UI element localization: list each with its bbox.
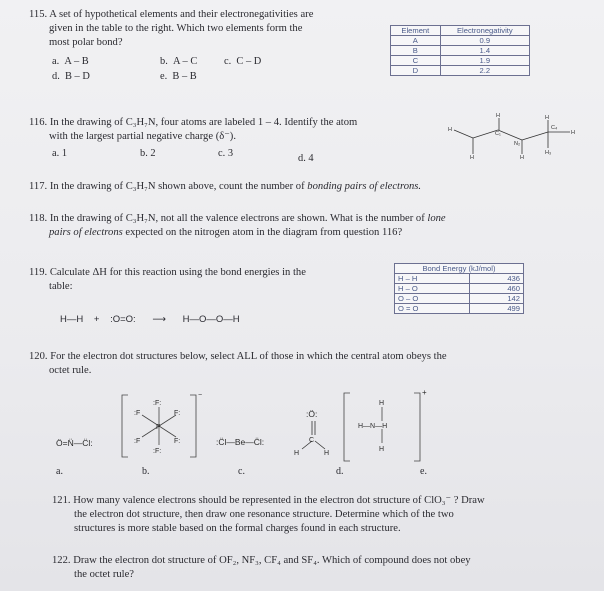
question-118 — [29, 212, 599, 240]
option-d[interactable] — [52, 71, 90, 82]
table-cell: C — [391, 56, 441, 66]
table-row — [391, 66, 530, 76]
table-cell: O = O — [395, 304, 470, 314]
dot-structures — [50, 385, 470, 475]
svg-text:H: H — [324, 450, 330, 457]
svg-text::F: :F — [134, 438, 141, 445]
option-label: c. — [224, 56, 232, 67]
table-cell: 0.9 — [440, 36, 529, 46]
svg-text:+: + — [422, 388, 427, 397]
question-number: 117. — [29, 181, 48, 192]
option-text: B – D — [65, 71, 90, 82]
svg-text:H: H — [470, 155, 474, 161]
question-emphasis: pairs of electrons — [49, 227, 123, 239]
table-row — [395, 294, 524, 304]
question-text-line: A set of hypothetical elements and their electronegativities are — [49, 9, 314, 20]
question-115 — [29, 8, 381, 51]
table-row — [395, 284, 524, 294]
table-row — [391, 46, 530, 56]
option-label: b. — [140, 148, 148, 159]
question-text: In the drawing of C₃H₇N, not all the valence electrons are shown. What is the number of — [49, 213, 425, 224]
question-text-line: Calculate ΔH for this reaction using the bond energies in the — [49, 267, 306, 278]
option-text: B – B — [172, 71, 197, 82]
product-h2o2: H—O—O—H — [182, 314, 240, 325]
question-text-line: given in the table to the right. Which two elements form the — [49, 23, 303, 35]
svg-text:N₂: N₂ — [514, 141, 521, 147]
reaction-equation — [60, 314, 240, 325]
option-a[interactable] — [52, 56, 89, 67]
question-number: 118. — [29, 213, 48, 224]
question-text-line: the octet rule? — [74, 569, 134, 581]
svg-text:H—N—H: H—N—H — [358, 423, 388, 430]
option-text: A – B — [64, 56, 89, 67]
table-cell: B — [391, 46, 441, 56]
table-row — [391, 36, 530, 46]
svg-text::F:: :F: — [153, 400, 162, 407]
question-number: 119. — [29, 267, 48, 278]
option-text: A – C — [173, 56, 198, 67]
option-label: a. — [52, 56, 60, 67]
svg-text::F: :F — [134, 410, 141, 417]
option-label: c. — [218, 148, 226, 159]
question-120 — [29, 350, 599, 378]
question-number: 115. — [29, 9, 48, 20]
option-label: d. — [298, 153, 306, 164]
question-119 — [29, 266, 389, 294]
option-d[interactable] — [298, 153, 314, 164]
svg-text:H: H — [520, 155, 524, 161]
electronegativity-table — [390, 25, 530, 76]
structure-label-c: c. — [238, 466, 245, 477]
table-row — [391, 56, 530, 66]
option-b[interactable] — [160, 56, 197, 67]
table-row — [395, 304, 524, 314]
svg-text:F:: F: — [174, 410, 181, 417]
question-text-line: How many valence electrons should be represented in the electron dot structure of ClO₃⁻ ? Draw — [73, 495, 485, 506]
question-text-line: with the largest partial negative charge (δ⁻). — [49, 131, 236, 143]
question-text: expected on the nitrogen atom in the diagram from question 116? — [125, 227, 403, 239]
svg-text:H: H — [448, 127, 452, 133]
svg-text:H: H — [571, 130, 575, 136]
question-text-line: the electron dot structure, then draw one resonance structure. Determine which of the two — [74, 509, 454, 521]
bond-energy-table — [394, 263, 524, 314]
option-text: 2 — [150, 148, 156, 159]
question-text-line: Draw the electron dot structure of OF₂, NF₃, CF₄ and SF₄. Which of compound does not obey — [73, 555, 471, 566]
question-text-line: For the electron dot structures below, select ALL of those in which the central atom obeys the — [50, 351, 447, 362]
option-text: 4 — [308, 153, 314, 164]
table-cell: 436 — [470, 274, 524, 284]
table-title: Bond Energy (kJ/mol) — [395, 264, 524, 274]
svg-text:H: H — [294, 450, 300, 457]
table-header: Electronegativity — [440, 26, 529, 36]
table-cell: H – H — [395, 274, 470, 284]
table-cell: O – O — [395, 294, 470, 304]
svg-text:C₄: C₄ — [551, 125, 558, 131]
structure-label-b: b. — [142, 466, 150, 477]
svg-text:H: H — [379, 446, 385, 453]
question-number: 122. — [52, 555, 71, 566]
question-text-line: octet rule. — [49, 365, 92, 377]
table-cell: H – O — [395, 284, 470, 294]
svg-text:C₁: C₁ — [495, 131, 501, 137]
svg-text:H: H — [545, 115, 549, 121]
svg-text:H: H — [379, 400, 385, 407]
option-e[interactable] — [160, 71, 197, 82]
svg-text:Ö=N̈—C̈l:: Ö=N̈—C̈l: — [56, 438, 93, 448]
svg-text:−: − — [198, 392, 203, 399]
question-text-line: table: — [49, 281, 73, 293]
c3h7n-structure — [440, 110, 590, 172]
option-c[interactable] — [218, 148, 233, 159]
question-text: In the drawing of C₃H₇N shown above, count the number of — [49, 181, 305, 192]
question-116 — [29, 116, 429, 144]
question-number: 116. — [29, 117, 48, 128]
table-cell: 1.4 — [440, 46, 529, 56]
table-cell: 460 — [470, 284, 524, 294]
option-text: C – D — [236, 56, 262, 67]
option-label: d. — [52, 71, 60, 82]
question-text-line: most polar bond? — [49, 37, 123, 49]
structure-label-a: a. — [56, 466, 63, 477]
question-122 — [52, 554, 600, 582]
question-text-line: In the drawing of C₃H₇N, four atoms are labeled 1 – 4. Identify the atom — [49, 117, 358, 128]
table-header: Element — [391, 26, 441, 36]
structure-label-d: d. — [336, 466, 344, 477]
table-cell: D — [391, 66, 441, 76]
question-emphasis: lone — [427, 213, 446, 224]
option-label: b. — [160, 56, 168, 67]
structure-label-e: e. — [420, 466, 427, 477]
svg-text:H: H — [496, 113, 500, 119]
svg-text:C: C — [309, 437, 315, 444]
question-number: 121. — [52, 495, 71, 506]
svg-text::F:: :F: — [153, 448, 162, 455]
table-cell: 2.2 — [440, 66, 529, 76]
table-cell: 142 — [470, 294, 524, 304]
svg-text::Ö:: :Ö: — [306, 409, 318, 419]
option-text: 3 — [227, 148, 234, 159]
svg-text::C̈l—Be—C̈l:: :C̈l—Be—C̈l: — [216, 437, 265, 447]
option-b[interactable] — [140, 148, 156, 159]
table-cell: A — [391, 36, 441, 46]
option-a[interactable] — [52, 148, 67, 159]
question-emphasis: bonding pairs of electrons. — [307, 181, 422, 192]
question-text-line: structures is more stable based on the formal charges found in each structure. — [74, 523, 401, 535]
question-121 — [52, 494, 600, 537]
table-cell: 1.9 — [440, 56, 529, 66]
reactant-h2: H—H — [60, 314, 84, 325]
svg-text:H₃: H₃ — [545, 150, 552, 156]
svg-text:P: P — [156, 424, 161, 431]
question-117 — [29, 180, 589, 194]
svg-text:F:: F: — [174, 438, 181, 445]
question-number: 120. — [29, 351, 48, 362]
plus-sign: + — [93, 314, 100, 325]
option-label: a. — [52, 148, 60, 159]
option-c[interactable] — [224, 56, 261, 67]
option-text: 1 — [61, 148, 68, 159]
reactant-o2: :O=O: — [110, 314, 136, 325]
reaction-arrow: ⟶ — [152, 314, 166, 325]
table-row — [395, 274, 524, 284]
table-cell: 499 — [470, 304, 524, 314]
option-label: e. — [160, 71, 168, 82]
